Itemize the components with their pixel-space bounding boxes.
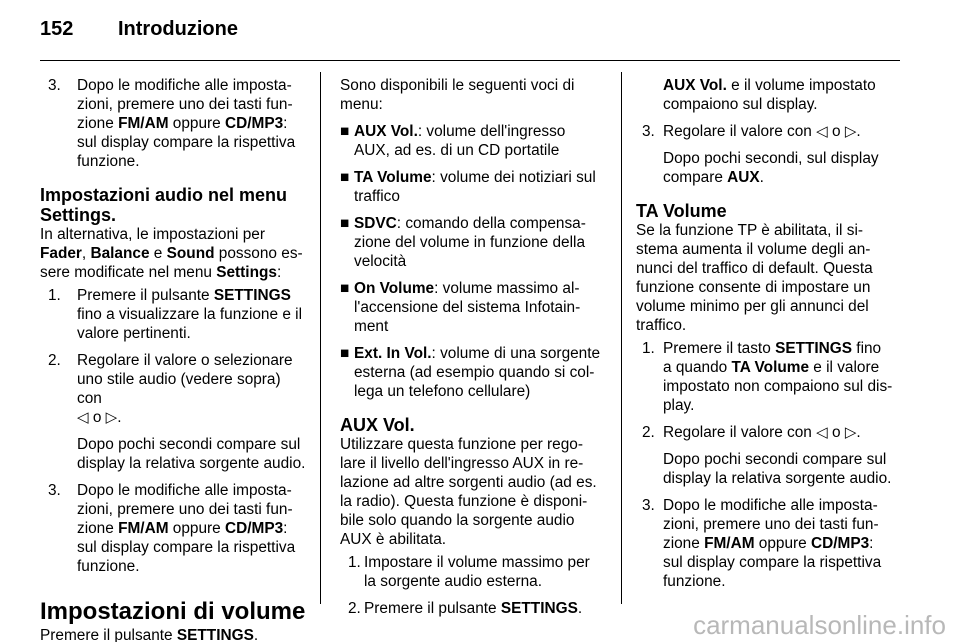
fm-am-key: FM/AM [118,115,169,132]
step-number: 3. [642,123,655,140]
menu-item-key: SDVC [354,215,397,232]
step-text: Premere il tasto SETTINGS fino [663,340,882,357]
paragraph: stema aumenta il volume degli an- [636,241,871,258]
step-text: compare AUX. [663,169,764,186]
column-1 [40,76,308,642]
step-text: Dopo le modifiche alle imposta- [77,482,292,499]
paragraph: Sono disponibili le seguenti voci di [340,77,575,94]
step-text: la sorgente audio esterna. [364,573,542,590]
step-number: 2. [348,600,361,617]
paragraph: lare il livello dell'ingresso AUX in re- [340,455,584,472]
step-text: Regolare il valore o selezionare [77,352,293,369]
step-text: Dopo pochi secondi, sul display [663,150,879,167]
step-1 [636,339,900,415]
step-2 [636,423,900,488]
column-divider-1 [320,72,321,604]
paragraph: bile solo quando la sorgente audio [340,512,575,529]
step-text: play. [663,397,695,414]
settings-key: Settings [216,264,277,281]
step-text: Dopo pochi secondi compare sul [77,436,301,453]
paragraph: nunci del traffico di default. Questa [636,260,873,277]
paragraph: volume minimo per gli annunci del [636,298,869,315]
paragraph: Premere il pulsante SETTINGS. [40,627,259,642]
step-text: fino a visualizzare la funzione e il [77,306,302,323]
bullet-icon: ■ [340,169,350,186]
paragraph: In alternativa, le impostazioni per [40,226,265,243]
settings-key: SETTINGS [176,627,254,642]
step-text: sul display compare la rispettiva [663,554,882,571]
step-text: zioni, premere uno dei tasti fun- [77,501,293,518]
settings-key: SETTINGS [775,340,853,357]
page-number: 152 [40,18,74,40]
step-number: 3. [642,497,655,514]
menu-item-key: TA Volume [354,169,432,186]
menu-item-key: AUX Vol. [354,123,418,140]
step-text: display la relativa sorgente audio. [77,455,306,472]
cd-mp3-key: CD/MP3 [225,115,284,132]
paragraph: funzione consente di impostare un [636,279,871,296]
step-text: impostato non compaiono sul dis- [663,378,893,395]
paragraph: traffico. [636,317,687,334]
right-arrow-icon: ▷ [105,409,118,426]
left-arrow-icon: ◁ [816,123,828,140]
step-text: zione FM/AM oppure CD/MP3: [77,115,288,132]
list-item: ■ On Volume: volume massimo al- l'accensione del sistema Infotain- ment [340,280,581,335]
menu-item-key: AUX Vol. [663,77,727,94]
step-text: funzione. [77,558,140,575]
step-2 [40,351,308,473]
step-text: Dopo le modifiche alle imposta- [663,497,878,514]
step-text: zioni, premere uno dei tasti fun- [663,516,879,533]
menu-item-key: Ext. In Vol. [354,345,432,362]
paragraph: lazione ad altre sorgenti audio (ad es. [340,474,597,491]
bullet-icon: ■ [340,123,350,140]
fm-am-key: FM/AM [118,520,169,537]
step-text: sul display compare la rispettiva [77,134,296,151]
paragraph: Se la funzione TP è abilitata, il si- [636,222,863,239]
right-arrow-icon: ▷ [844,123,857,140]
left-arrow-icon: ◁ [77,409,89,426]
section-heading-audio-settings: Impostazioni audio nel menu Settings. [40,185,288,225]
step-continuation: AUX Vol. e il volume impostato compaiono sul display. [663,77,876,113]
step-3 [636,122,900,187]
paragraph: Utilizzare questa funzione per rego- [340,436,583,453]
step-text: display la relativa sorgente audio. [663,470,892,487]
bullet-icon: ■ [340,215,350,232]
step-text: Regolare il valore con ◁ o ▷. [663,123,861,140]
column-2 [340,76,604,626]
step-text: valore pertinenti. [77,325,191,342]
watermark: carmanualsonline.info [693,610,946,640]
step-number: 2. [642,424,655,441]
list-item: ■ AUX Vol.: volume dell'ingresso AUX, ad es. di un CD portatile [340,123,566,159]
step-text: zione FM/AM oppure CD/MP3: [77,520,288,537]
step-text: Premere il pulsante SETTINGS [77,287,291,304]
aux-key: AUX [727,169,760,186]
list-item: ■ TA Volume: volume dei notiziari sul traffico [340,169,596,205]
menu-item-key: On Volume [354,280,435,297]
step-3 [636,496,900,591]
step-text: sul display compare la rispettiva [77,539,296,556]
step-text: Impostare il volume massimo per [364,554,590,571]
step-text: zioni, premere uno dei tasti fun- [77,96,293,113]
step-number: 1. [48,287,61,304]
settings-key: SETTINGS [500,600,578,617]
step-number: 3. [48,482,61,499]
paragraph: AUX è abilitata. [340,531,447,548]
paragraph: menu: [340,96,383,113]
paragraph: sere modificate nel menu Settings: [40,264,282,281]
header-rule [40,60,900,61]
step-number: 1. [642,340,655,357]
step-3-top [40,76,308,171]
cd-mp3-key: CD/MP3 [225,520,284,537]
step-number: 1. [348,554,361,571]
step-text: ◁ o ▷. [77,409,122,426]
fader-key: Fader [40,245,82,262]
paragraph: Fader, Balance e Sound possono es- [40,245,303,262]
step-text: Dopo le modifiche alle imposta- [77,77,292,94]
step-3 [40,481,308,576]
section-heading-ta-volume: TA Volume [636,201,727,221]
fm-am-key: FM/AM [704,535,755,552]
bullet-icon: ■ [340,345,350,362]
left-arrow-icon: ◁ [816,424,828,441]
step-text: funzione. [663,573,726,590]
section-heading-aux-vol: AUX Vol. [340,415,415,435]
step-text: funzione. [77,153,140,170]
step-2 [340,599,604,618]
list-item: ■ SDVC: comando della compensa- zione del volume in funzione della velocità [340,215,586,270]
right-arrow-icon: ▷ [844,424,857,441]
bullet-icon: ■ [340,280,350,297]
paragraph: la radio). Questa funzione è disponi- [340,493,588,510]
sound-key: Sound [166,245,215,262]
step-text: a quando TA Volume e il valore [663,359,880,376]
page-title: Introduzione [118,18,238,40]
step-text: zione FM/AM oppure CD/MP3: [663,535,874,552]
cd-mp3-key: CD/MP3 [811,535,870,552]
step-1 [40,286,308,343]
settings-key: SETTINGS [213,287,291,304]
list-item: ■ Ext. In Vol.: volume di una sorgente esterna (ad esempio quando si col- lega un telefono cellulare) [340,345,601,400]
balance-key: Balance [90,245,150,262]
step-text: uno stile audio (vedere sopra) con [77,371,281,407]
step-1 [340,553,604,591]
step-text: Regolare il valore con ◁ o ▷. [663,424,861,441]
section-heading-volume: Impostazioni di volume [40,598,306,625]
ta-volume-key: TA Volume [731,359,810,376]
step-number: 2. [48,352,61,369]
column-3 [636,76,900,599]
step-text: Premere il pulsante SETTINGS. [364,600,583,617]
step-text: Dopo pochi secondi compare sul [663,451,887,468]
column-divider-2 [621,72,622,604]
step-number: 3. [48,77,61,94]
